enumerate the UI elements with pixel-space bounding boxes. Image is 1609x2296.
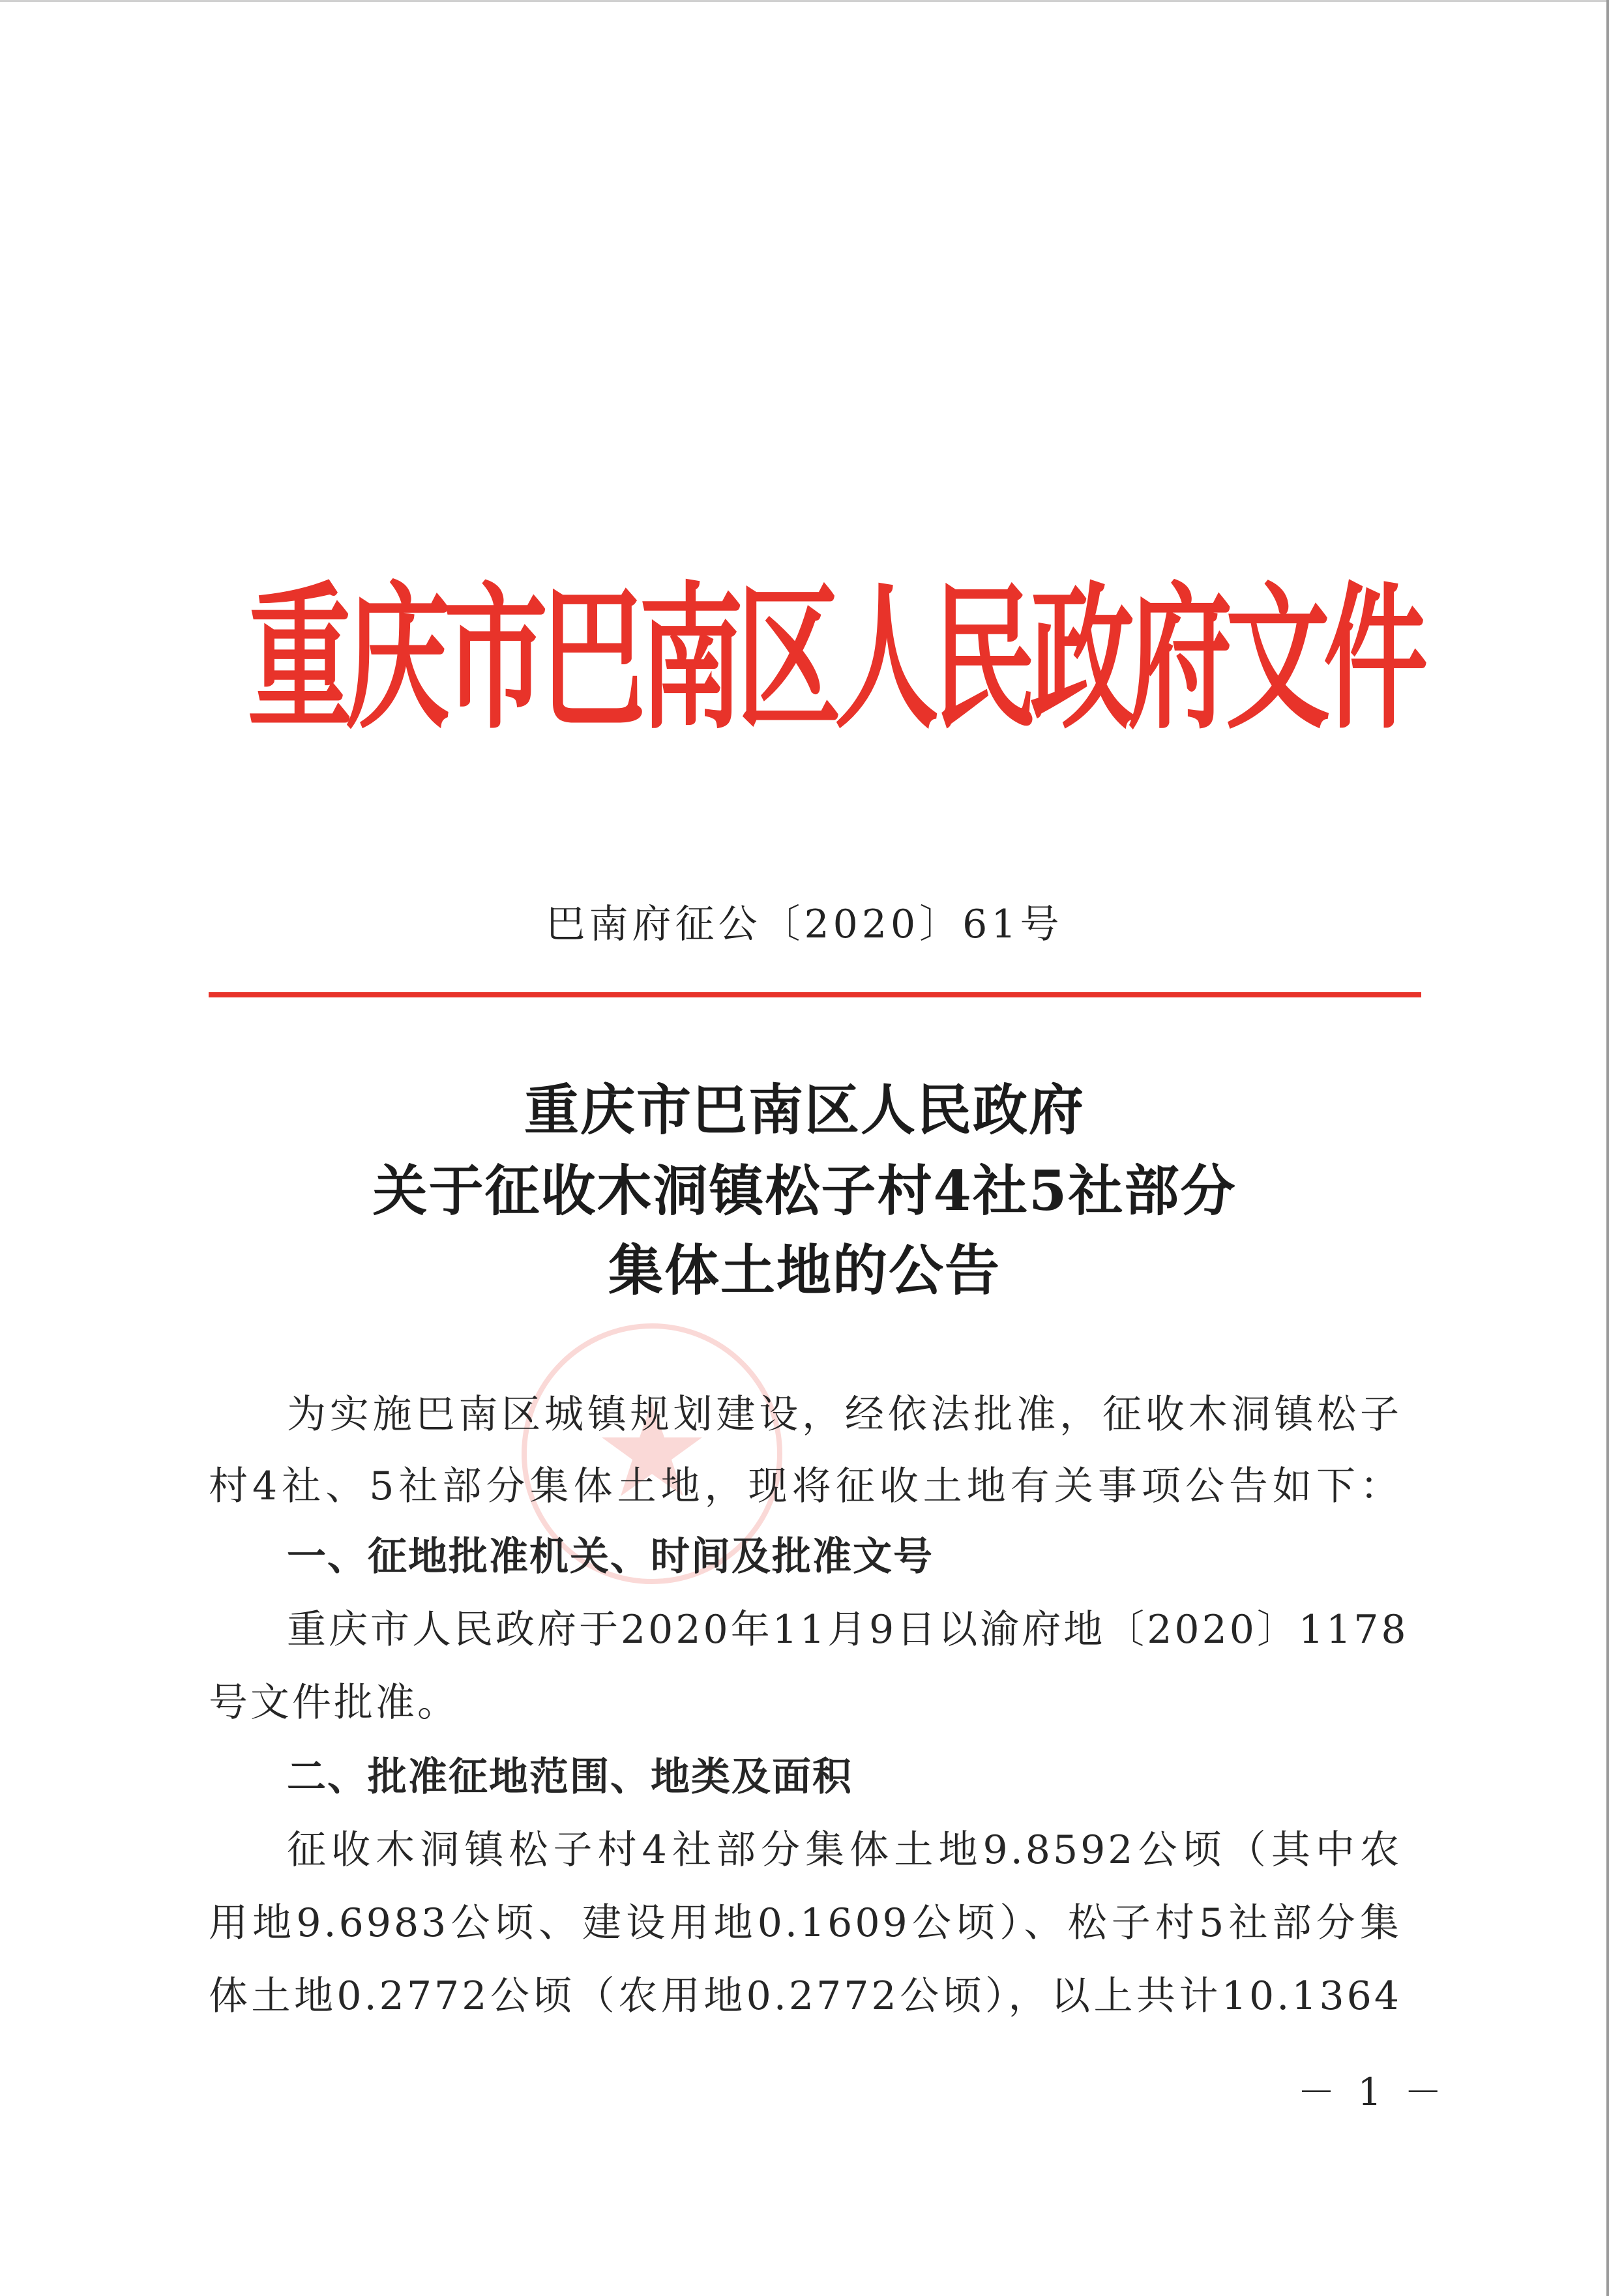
body-paragraph-3-line-2: 用地9.6983公顷、建设用地0.1609公顷）、松子村5社部分集 bbox=[209, 1900, 1402, 1946]
document-number: 巴南府征公〔2020〕61号 bbox=[546, 902, 1063, 947]
document-header-title: 重庆市巴南区人民政府文件 bbox=[248, 567, 1422, 750]
red-divider-rule bbox=[209, 992, 1421, 997]
body-paragraph-1-line-1: 为实施巴南区城镇规划建设，经依法批准，征收木洞镇松子 bbox=[287, 1392, 1402, 1437]
body-paragraph-1-line-2: 村4社、5社部分集体土地，现将征收土地有关事项公告如下： bbox=[209, 1464, 1402, 1509]
body-paragraph-2-line-1: 重庆市人民政府于2020年11月9日以渝府地〔2020〕1178 bbox=[287, 1607, 1409, 1653]
body-paragraph-2-line-2: 号文件批准。 bbox=[209, 1680, 459, 1726]
body-paragraph-3-line-3: 体土地0.2772公顷（农用地0.2772公顷），以上共计10.1364 bbox=[209, 1973, 1402, 2019]
section-heading-1: 一、征地批准机关、时间及批准文号 bbox=[287, 1534, 934, 1580]
notice-title-line-3: 集体土地的公告 bbox=[608, 1238, 1001, 1303]
body-paragraph-3-line-1: 征收木洞镇松子村4社部分集体土地9.8592公顷（其中农 bbox=[287, 1827, 1402, 1873]
section-heading-2: 二、批准征地范围、地类及面积 bbox=[287, 1754, 853, 1800]
page-number: － 1 － bbox=[1297, 2070, 1447, 2114]
scan-edge-top bbox=[0, 0, 1609, 2]
notice-title-line-2: 关于征收木洞镇松子村4社5社部分 bbox=[372, 1158, 1237, 1223]
notice-title-line-1: 重庆市巴南区人民政府 bbox=[524, 1078, 1085, 1142]
